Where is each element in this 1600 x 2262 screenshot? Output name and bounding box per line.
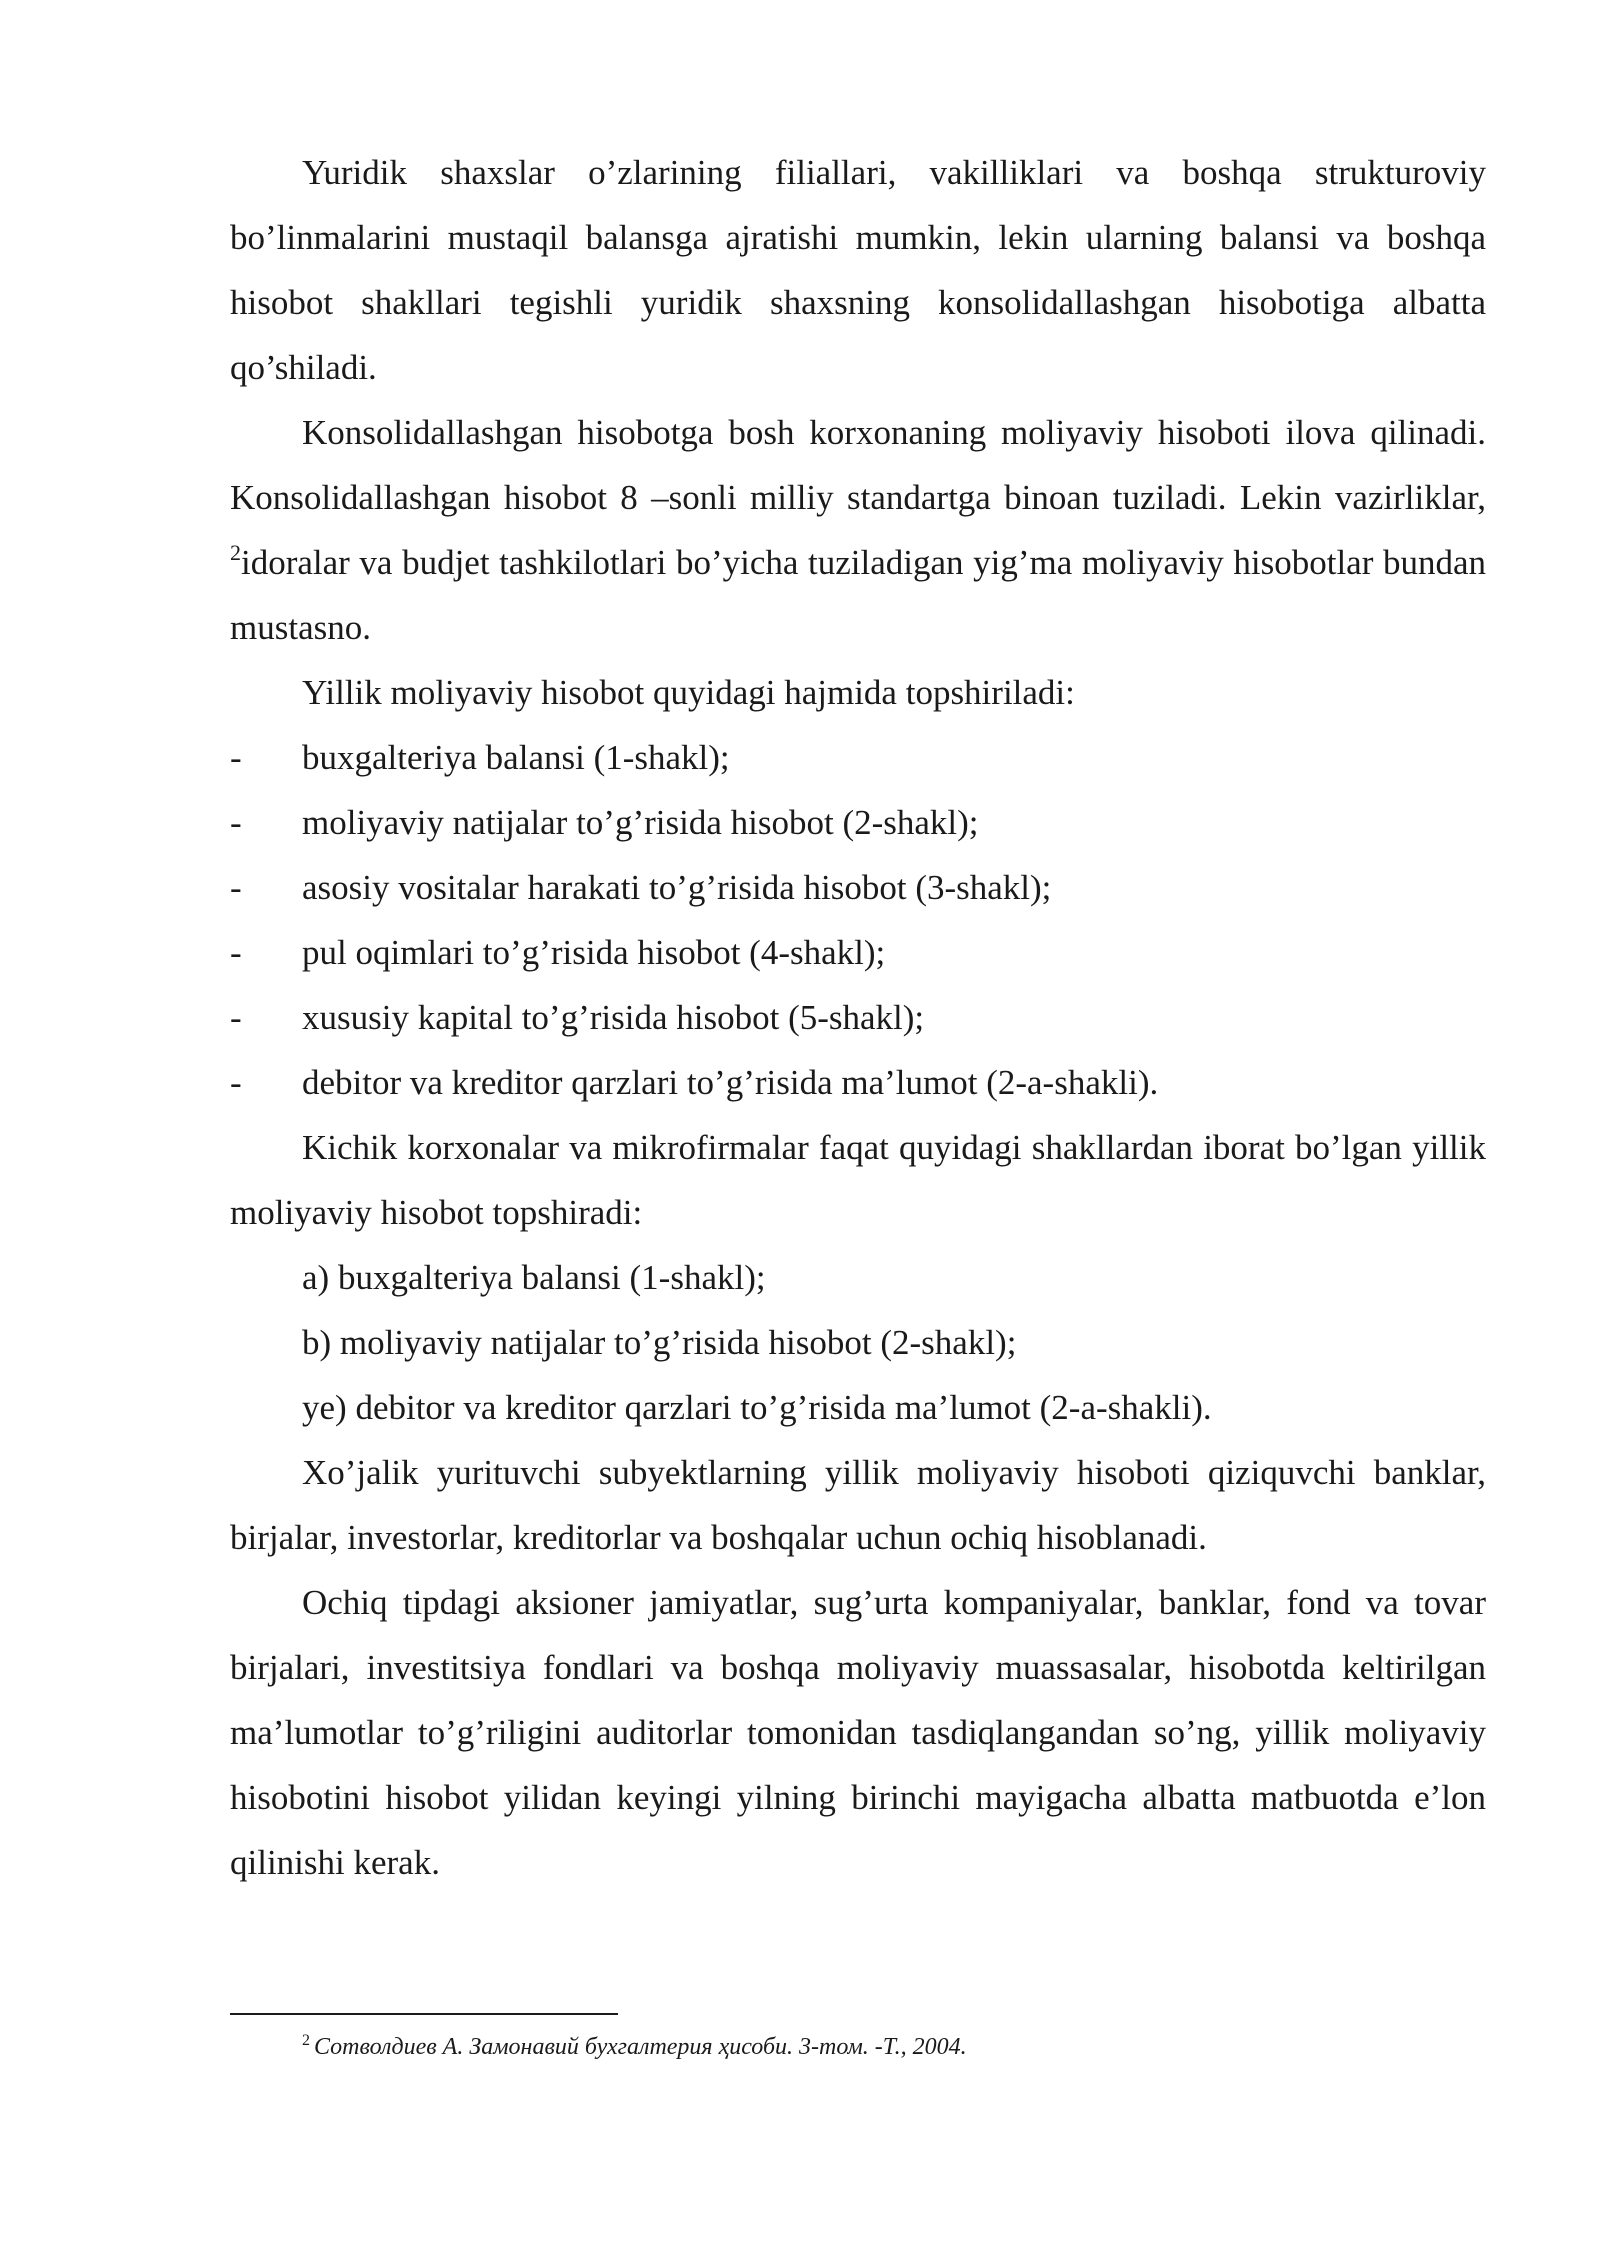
footnote-separator: [230, 2013, 618, 2015]
list-item-text: asosiy vositalar harakati to’g’risida hisobot (3-shakl);: [302, 868, 1052, 907]
dash-marker: -: [230, 998, 242, 1037]
paragraph-open-reporting: Xo’jalik yurituvchi subyektlarning yillik moliyaviy hisoboti qiziquvchi banklar, birjalar, investorlar, kreditorlar va boshqalar uchun ochiq hisoblanadi.: [230, 1453, 1486, 1557]
list-item: [230, 725, 1486, 790]
footnote: [302, 2030, 967, 2064]
dash-marker: -: [230, 933, 242, 972]
list-item: [230, 790, 1486, 855]
paragraph-legal-entities: Yuridik shaxslar o’zlarining filiallari, vakilliklari va boshqa strukturoviy bo’linmalarini mustaqil balansga ajratishi mumkin, lekin ularning balansi va boshqa hisobot shakllari tegishli yuridik shaxsning konsolidallashgan hisobotiga albatta qo’shiladi.: [230, 153, 1486, 387]
list-item-text: pul oqimlari to’g’risida hisobot (4-shakl);: [302, 933, 886, 972]
list-item: [230, 920, 1486, 985]
list-item-text: moliyaviy natijalar to’g’risida hisobot (2-shakl);: [302, 803, 979, 842]
list-item-text: xususiy kapital to’g’risida hisobot (5-shakl);: [302, 998, 925, 1037]
report-forms-list: [230, 725, 1486, 1115]
dash-marker: -: [230, 803, 242, 842]
document-page: [230, 140, 1486, 1895]
paragraph-consolidated-report: [230, 400, 1486, 660]
footnote-text: Сотволдиев А. Замонавий бухгалтерия ҳисоби. 3-том. -Т., 2004.: [314, 2034, 967, 2060]
list-item: [230, 1050, 1486, 1115]
list-item: [230, 855, 1486, 920]
footnote-reference[interactable]: 2: [230, 540, 241, 565]
list-item-text: buxgalteriya balansi (1-shakl);: [302, 738, 730, 777]
dash-marker: -: [230, 738, 242, 777]
paragraph-publication-requirement: Ochiq tipdagi aksioner jamiyatlar, sug’urta kompaniyalar, banklar, fond va tovar birjalari, investitsiya fondlari va boshqa moliyaviy muassasalar, hisobotda keltirilgan ma’lumotlar to’g’riligini auditorlar tomonidan tasdiqlangandan so’ng, yillik moliyaviy hisobotini hisobot yilidan keyingi yilning birinchi mayigacha albatta matbuotda e’lon qilinishi kerak.: [230, 1583, 1486, 1882]
list-item: [230, 985, 1486, 1050]
lettered-item-ye: ye) debitor va kreditor qarzlari to’g’risida ma’lumot (2-a-shakli).: [302, 1388, 1212, 1427]
paragraph-consolidated-text-1: Konsolidallashgan hisobotga bosh korxonaning moliyaviy hisoboti ilova qilinadi. Konsolidallashgan hisobot 8 –sonli milliy standartga binoan tuziladi. Lekin vazirliklar,: [230, 413, 1486, 517]
list-item-text: debitor va kreditor qarzlari to’g’risida ma’lumot (2-a-shakli).: [302, 1063, 1159, 1102]
footnote-mark: 2: [302, 2032, 310, 2049]
lettered-item-b: b) moliyaviy natijalar to’g’risida hisobot (2-shakl);: [302, 1323, 1017, 1362]
paragraph-consolidated-text-2: idoralar va budjet tashkilotlari bo’yicha tuziladigan yig’ma moliyaviy hisobotlar bundan mustasno.: [230, 543, 1486, 647]
dash-marker: -: [230, 868, 242, 907]
paragraph-small-enterprises: Kichik korxonalar va mikrofirmalar faqat quyidagi shakllardan iborat bo’lgan yillik moliyaviy hisobot topshiradi:: [230, 1128, 1486, 1232]
paragraph-annual-report-intro: Yillik moliyaviy hisobot quyidagi hajmida topshiriladi:: [302, 673, 1075, 712]
dash-marker: -: [230, 1063, 242, 1102]
lettered-item-a: a) buxgalteriya balansi (1-shakl);: [302, 1258, 766, 1297]
